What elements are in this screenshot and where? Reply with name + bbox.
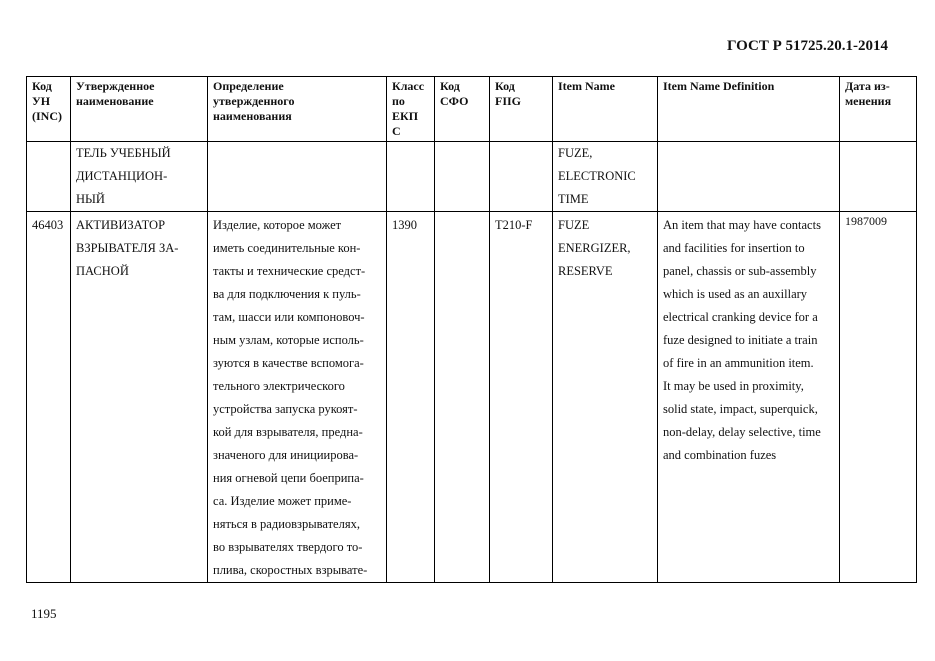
cell-item-def: [658, 142, 840, 212]
text-line: ТЕЛЬ УЧЕБНЫЙ: [76, 146, 171, 160]
header-line: Item Name Definition: [663, 79, 775, 93]
header-date: [840, 77, 917, 142]
text-line: and facilities for insertion to: [663, 241, 805, 255]
text-line: там, шасси или компоновоч-: [213, 310, 365, 324]
text-line: and combination fuzes: [663, 448, 777, 462]
cell-definition: [208, 212, 387, 583]
text-line: иметь соединительные кон-: [213, 241, 361, 255]
cell-inc: 46403: [27, 212, 71, 583]
text-line: ным узлам, которые исполь-: [213, 333, 364, 347]
header-line: Код: [440, 79, 460, 93]
header-inc: [27, 77, 71, 142]
text-line: panel, chassis or sub-assembly: [663, 264, 817, 278]
text-line: тельного электрического: [213, 379, 345, 393]
header-line: по: [392, 94, 405, 108]
text-line: FUZE,: [558, 146, 593, 160]
cell-class: 1390: [387, 212, 435, 583]
cell-inc: [27, 142, 71, 212]
cell-sfo: [435, 142, 490, 212]
cell-date: [840, 142, 917, 212]
header-line: СФО: [440, 94, 469, 108]
header-line: Код: [495, 79, 515, 93]
text-line: ENERGIZER,: [558, 241, 631, 255]
header-class: [387, 77, 435, 142]
text-line: такты и технические средст-: [213, 264, 366, 278]
table-header-row: [27, 77, 917, 142]
text-line: solid state, impact, superquick,: [663, 402, 818, 416]
text-line: во взрывателях твердого то-: [213, 540, 363, 554]
text-line: An item that may have contacts: [663, 218, 821, 232]
text-line: ва для подключения к пуль-: [213, 287, 361, 301]
header-line: менения: [845, 94, 892, 108]
text-line: зуются в качестве вспомога-: [213, 356, 364, 370]
header-approved-name: [71, 77, 208, 142]
table-row: [27, 142, 917, 212]
text-line: It may be used in proximity,: [663, 379, 804, 393]
header-line: Определение: [213, 79, 284, 93]
header-line: наименования: [213, 109, 292, 123]
header-line: УН: [32, 94, 51, 108]
header-line: Код: [32, 79, 52, 93]
text-line: electrical cranking device for a: [663, 310, 818, 324]
text-line: non-delay, delay selective, time: [663, 425, 821, 439]
header-definition: [208, 77, 387, 142]
header-line: Класс: [392, 79, 425, 93]
cell-fiig: [490, 142, 553, 212]
page-number: 1195: [31, 606, 57, 621]
text-line: няться в радиовзрывателях,: [213, 517, 360, 531]
cell-date: 1987009: [840, 212, 917, 583]
table-row: [27, 212, 917, 583]
header-sfo: [435, 77, 490, 142]
catalog-table: [26, 76, 917, 583]
header-line: наименование: [76, 94, 154, 108]
text-line: FUZE: [558, 218, 590, 232]
cell-class: [387, 142, 435, 212]
text-line: ПАСНОЙ: [76, 264, 129, 278]
cell-item-def: [658, 212, 840, 583]
cell-approved-name: [71, 142, 208, 212]
header-line: Item Name: [558, 79, 615, 93]
header-line: (INC): [32, 109, 62, 123]
text-line: fuze designed to initiate a train: [663, 333, 818, 347]
cell-item-name: [553, 212, 658, 583]
text-line: RESERVE: [558, 264, 613, 278]
header-line: Утвержденное: [76, 79, 155, 93]
text-line: TIME: [558, 192, 589, 206]
text-line: Изделие, которое может: [213, 218, 342, 232]
text-line: ДИСТАНЦИОН-: [76, 169, 168, 183]
text-line: ВЗРЫВАТЕЛЯ ЗА-: [76, 241, 179, 255]
text-line: са. Изделие может приме-: [213, 494, 352, 508]
text-line: кой для взрывателя, предна-: [213, 425, 363, 439]
text-line: ELECTRONIC: [558, 169, 636, 183]
header-line: FIIG: [495, 94, 522, 108]
cell-item-name: [553, 142, 658, 212]
cell-fiig: T210-F: [490, 212, 553, 583]
document-code: ГОСТ Р 51725.20.1-2014: [726, 38, 888, 54]
text-line: АКТИВИЗАТОР: [76, 218, 166, 232]
header-item-name: [553, 77, 658, 142]
header-line: ЕКП: [392, 109, 419, 123]
text-line: плива, скоростных взрывате-: [213, 563, 368, 577]
header-line: С: [392, 124, 401, 138]
header-line: утвержденного: [213, 94, 295, 108]
header-fiig: [490, 77, 553, 142]
text-line: значеного для инициирова-: [213, 448, 359, 462]
text-line: НЫЙ: [76, 192, 105, 206]
cell-approved-name: [71, 212, 208, 583]
text-line: ния огневой цепи боеприпа-: [213, 471, 364, 485]
cell-definition: [208, 142, 387, 212]
header-item-def: [658, 77, 840, 142]
cell-sfo: [435, 212, 490, 583]
text-line: устройства запуска рукоят-: [213, 402, 358, 416]
header-line: Дата из-: [845, 79, 890, 93]
text-line: which is used as an auxillary: [663, 287, 808, 301]
text-line: of fire in an ammunition item.: [663, 356, 814, 370]
